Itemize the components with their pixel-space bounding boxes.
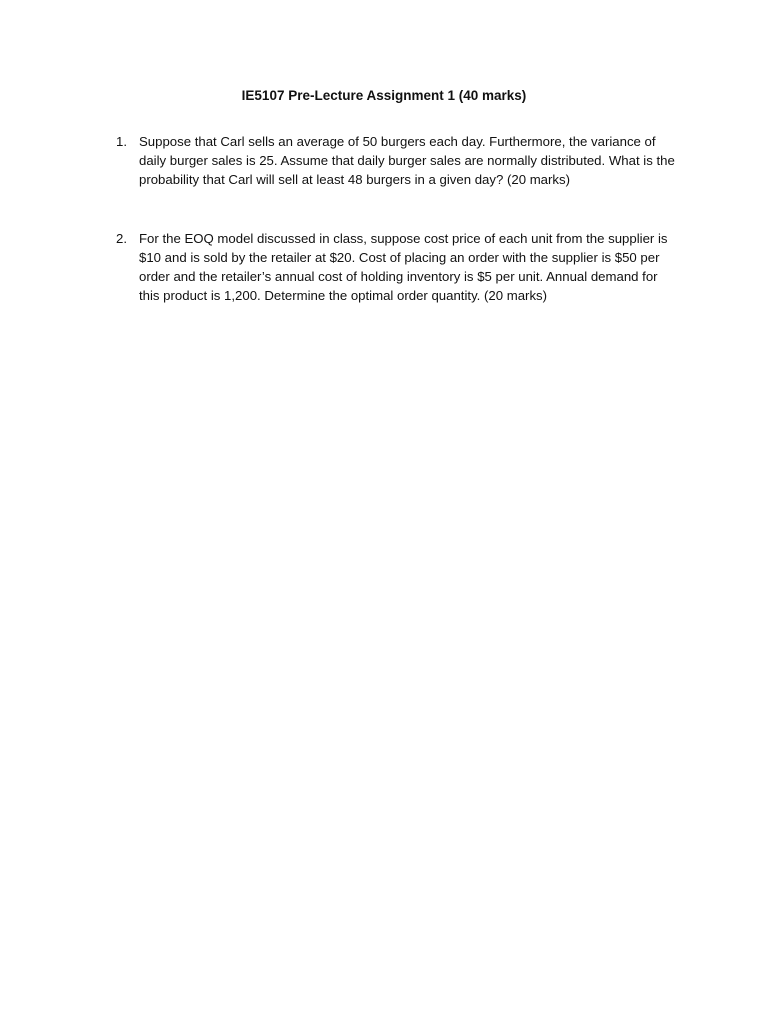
question-number: 2. xyxy=(116,231,127,246)
question-text: Suppose that Carl sells an average of 50 burgers each day. Furthermore, the variance of daily burger sales is 25. Assume that daily burger sales are normally distributed. What is the probability that Carl will sell at least 48 burgers in a given day? (20 marks) xyxy=(139,134,675,187)
question-text: For the EOQ model discussed in class, suppose cost price of each unit from the supplier is $10 and is sold by the retailer at $20. Cost of placing an order with the supplier is $50 per order and the retailer’s annual cost of holding inventory is $5 per unit. Annual demand for this product is 1,200. Determine the optimal order quantity. (20 marks) xyxy=(139,231,668,303)
assignment-title: IE5107 Pre-Lecture Assignment 1 (40 marks) xyxy=(241,88,527,103)
question-number: 1. xyxy=(116,134,127,149)
